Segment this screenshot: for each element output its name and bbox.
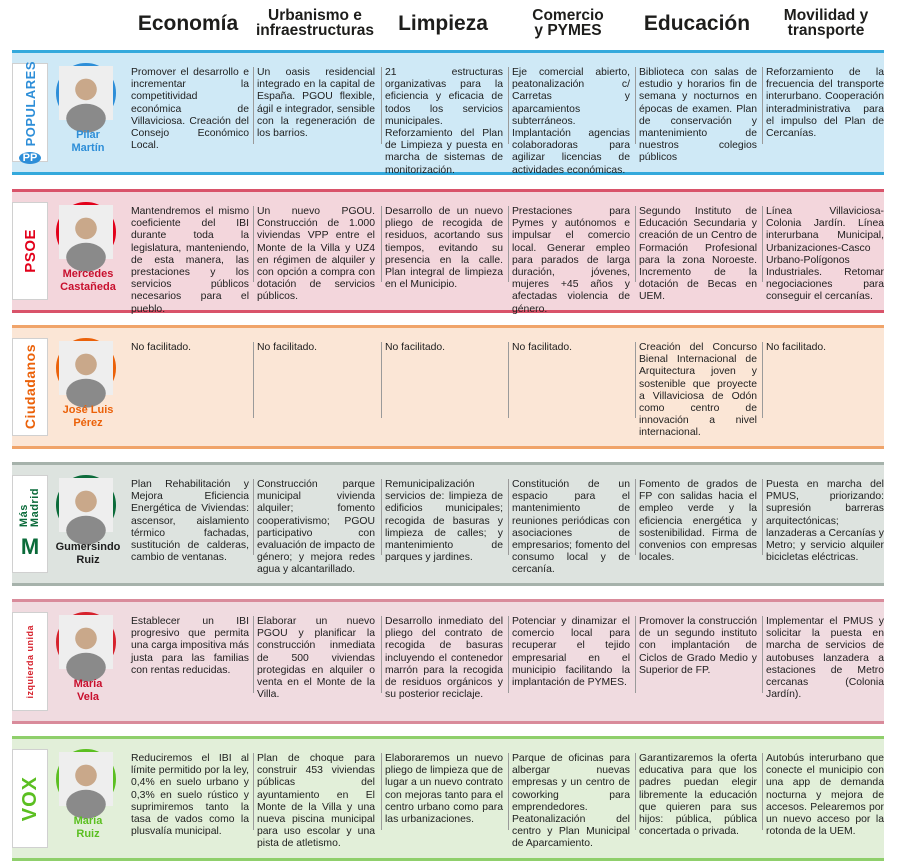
party-logo bbox=[12, 202, 48, 300]
column-divider bbox=[762, 479, 763, 555]
column-headers bbox=[0, 0, 900, 46]
column-header-comercio: Comercio y PYMES bbox=[532, 6, 604, 39]
proposal-cell: Prestaciones para Pymes y autónomos e impulsar el comercio local. Generar empleo para parados de larga duración, jóvenes, mujeres +45 años y afectadas violencia de género. bbox=[512, 206, 630, 315]
proposal-cell: Puesta en marcha del PMUS, priorizando: supresión barreras arquitectónicas; lanzaderas a Cercanías y Metro; y servicio alquiler bicicletas eléctricas. bbox=[766, 479, 884, 564]
proposal-cell: 21 estructuras organizativas para la eficiencia y eficacia de todos los servicios municipales. Reforzamiento del Plan de Limpieza y puesta en marcha de sistemas de monitorización. bbox=[385, 67, 503, 176]
party-logo-text: Más Madrid bbox=[18, 488, 41, 528]
party-logo-mark: M bbox=[20, 533, 40, 559]
proposal-cell: Construcción parque municipal vivienda alquiler; fomento cooperativismo; PGOU participativo con evaluación de impacto de género; y mejora redes agua y alcantarillado. bbox=[257, 479, 375, 576]
proposal-cell: Línea Villaviciosa-Colonia Jardín. Línea interurbana Municipal, Urbanizaciones-Casco Urbano-Polígonos Industriales. Retomar negociaciones para conseguir el cercanías. bbox=[766, 206, 884, 303]
avatar-silhouette-icon bbox=[59, 615, 113, 669]
proposal-cell: Garantizaremos la oferta educativa para que los padres puedan elegir libremente la educación que quieren para sus hijos: pública, pública concertada o privada. bbox=[639, 753, 757, 838]
column-divider bbox=[253, 753, 254, 830]
candidate-name: Pilar Martín bbox=[71, 129, 105, 154]
party-logo bbox=[12, 612, 48, 711]
candidate-name: Mercedes Castañeda bbox=[60, 268, 116, 293]
column-divider bbox=[508, 67, 509, 144]
party-row-cs bbox=[12, 325, 884, 449]
column-divider bbox=[508, 342, 509, 418]
column-divider bbox=[635, 342, 636, 418]
avatar-silhouette-icon bbox=[59, 66, 113, 120]
proposal-cell: Plan de choque para construir 453 viviendas públicas del ayuntamiento en El Monte de la Villa y una nueva piscina municipal para uso escolar y una pista de atletismo. bbox=[257, 753, 375, 850]
party-logo-text: izquierda unida bbox=[25, 624, 35, 699]
proposal-cell: Un oasis residencial integrado en la capital de España. PGOU flexible, ágil e integrador, sensible con la regeneración de los barrios. bbox=[257, 67, 375, 140]
proposal-cell: Elaborar un nuevo PGOU y planificar la construcción inmediata de 500 viviendas protegidas en alquiler o venta en el Monte de la Villa. bbox=[257, 616, 375, 701]
proposal-cell: No facilitado. bbox=[131, 342, 192, 353]
proposal-cell: Constitución de un espacio para el mantenimiento de reuniones periódicas con asociaciones de empresarios; fomento del consumo local y de cercanía. bbox=[512, 479, 630, 576]
candidate-photo bbox=[56, 202, 116, 262]
column-divider bbox=[508, 206, 509, 282]
column-divider bbox=[381, 479, 382, 555]
proposal-cell: No facilitado. bbox=[385, 342, 446, 353]
party-logo-mark: PP bbox=[19, 152, 41, 164]
proposal-cell: Elaboraremos un nuevo pliego de limpieza que de lugar a un nuevo contrato con mejoras tanto para el centro urbano como para las urbanizaciones. bbox=[385, 753, 503, 826]
proposal-cell: Desarrollo inmediato del pliego del contrato de recogida de basuras incluyendo el contenedor marrón para la recogida de residuos orgánicos y su posterior reciclaje. bbox=[385, 616, 503, 701]
party-row-pp bbox=[12, 50, 884, 175]
proposal-cell: No facilitado. bbox=[766, 342, 827, 353]
column-divider bbox=[253, 616, 254, 693]
column-divider bbox=[762, 616, 763, 693]
proposal-cell: Desarrollo de un nuevo pliego de recogida de residuos, acortando sus tiempos, evitando su presencia en la calle. Plan integral de limpieza en el Municipio. bbox=[385, 206, 503, 291]
party-logo-text: Ciudadanos bbox=[22, 344, 38, 430]
column-divider bbox=[762, 342, 763, 418]
proposal-cell: Mantendremos el mismo coeficiente del IBI durante toda la legislatura, manteniendo, de esta manera, las prestaciones y los servicios públicos necesarios para el pueblo. bbox=[131, 206, 249, 315]
candidate-name: María Vela bbox=[73, 678, 103, 703]
avatar-silhouette-icon bbox=[59, 478, 113, 532]
column-divider bbox=[381, 753, 382, 830]
proposal-cell: Establecer un IBI progresivo que permita una carga impositiva más justa para las familias con rentas reducidas. bbox=[131, 616, 249, 676]
party-logo bbox=[12, 749, 48, 848]
column-divider bbox=[253, 479, 254, 555]
column-divider bbox=[381, 342, 382, 418]
party-logo-text: PSOE bbox=[21, 229, 39, 273]
column-divider bbox=[635, 479, 636, 555]
candidate-photo bbox=[56, 338, 116, 398]
proposal-cell: Autobús interurbano que conecte el municipio con una app de demanda nocturna y mejora de accesos. Pelearemos por un nuevo acceso por la rotonda de la UEM. bbox=[766, 753, 884, 838]
column-header-economia: Economía bbox=[137, 11, 239, 35]
proposal-cell: Parque de oficinas para albergar nuevas empresas y un centro de coworking para emprendedores. Peatonalización del centro y Plan Municipal de Aparcamiento. bbox=[512, 753, 630, 850]
proposal-cell: Segundo Instituto de Educación Secundaria y creación de un Centro de Formación Profesional para la zona Noroeste. Incremento de la dotación de Becas en UEM. bbox=[639, 206, 757, 303]
column-divider bbox=[762, 206, 763, 282]
candidate-photo bbox=[56, 63, 116, 123]
party-logo-text: POPULARES bbox=[22, 60, 38, 147]
column-divider bbox=[635, 753, 636, 830]
proposal-cell: No facilitado. bbox=[257, 342, 318, 353]
proposal-cell: Eje comercial abierto, peatonalización c/ Carretas y aparcamientos subterráneos. Implantación agencias colaboradoras para agilizar licencias de actividades económicas. bbox=[512, 67, 630, 176]
proposal-cell: Creación del Concurso Bienal Internacional de Arquitectura joven y sostenible que proyecte a Villaviciosa de Odón como centro de innovación a nivel internacional. bbox=[639, 342, 757, 439]
party-logo bbox=[12, 60, 48, 165]
avatar-silhouette-icon bbox=[59, 752, 113, 806]
column-divider bbox=[508, 753, 509, 830]
candidate-photo bbox=[56, 749, 116, 809]
column-header-educacion: Educación bbox=[643, 11, 751, 35]
candidate-name: Gumersindo Ruiz bbox=[55, 541, 121, 566]
column-divider bbox=[635, 206, 636, 282]
proposal-cell: Fomento de grados de FP con salidas hacia el empleo verde y la eficiencia energética y sostenibilidad. Firma de convenios con empresas locales. bbox=[639, 479, 757, 564]
column-divider bbox=[253, 67, 254, 144]
column-header-limpieza: Limpieza bbox=[398, 11, 488, 35]
proposal-cell: Remunicipalización servicios de: limpieza de edificios municipales; recogida de basuras y limpieza de calles; y mantenimiento de parques y jardines. bbox=[385, 479, 503, 564]
avatar-silhouette-icon bbox=[59, 341, 113, 395]
column-divider bbox=[762, 67, 763, 144]
column-divider bbox=[381, 616, 382, 693]
proposal-cell: Reforzamiento de la frecuencia del transporte interurbano. Cooperación interadministrativa para el impulso del Plan de Cercanías. bbox=[766, 67, 884, 140]
column-divider bbox=[508, 479, 509, 555]
proposal-cell: Potenciar y dinamizar el comercio local para recuperar el tejido empresarial en el municipio facilitando la implantación de PYMES. bbox=[512, 616, 630, 689]
column-divider bbox=[381, 206, 382, 282]
column-divider bbox=[762, 753, 763, 830]
proposal-cell: Un nuevo PGOU. Construcción de 1.000 viviendas VPP entre el Monte de la Villa y UZ4 en régimen de alquiler y con opción a compra con dotación de servicios públicos. bbox=[257, 206, 375, 303]
column-header-movilidad: Movilidad y transporte bbox=[783, 6, 869, 39]
column-divider bbox=[635, 67, 636, 144]
column-divider bbox=[253, 342, 254, 418]
party-row-vox bbox=[12, 736, 884, 861]
party-logo bbox=[12, 338, 48, 436]
candidate-name: José Luis Pérez bbox=[62, 404, 114, 429]
party-row-iu bbox=[12, 599, 884, 724]
proposal-cell: No facilitado. bbox=[512, 342, 573, 353]
party-row-mm bbox=[12, 462, 884, 586]
proposal-cell: Implementar el PMUS y solicitar la puesta en marcha de servicios de autobuses lanzadera a estaciones de Metro cercanas (Colonia Jardín). bbox=[766, 616, 884, 701]
party-row-psoe bbox=[12, 189, 884, 313]
party-logo-text: VOX bbox=[18, 775, 41, 822]
party-logo bbox=[12, 475, 48, 573]
proposal-cell: Biblioteca con salas de estudio y horarios fin de semana y nocturnos en épocas de examen. Plan de conservación y mantenimiento de nuestros colegios públicos bbox=[639, 67, 757, 164]
column-divider bbox=[381, 67, 382, 144]
proposal-cell: Reduciremos el IBI al límite permitido por la ley, 0,4% en suelo urbano y 0,3% en suelo rústico y suprimiremos tanto la tasa de vados como la plusvalía municipal. bbox=[131, 753, 249, 838]
proposal-cell: Plan Rehabilitación y Mejora Eficiencia Energética de Viviendas: ascensor, aislamiento térmico fachadas, sustitución de calderas, cambio de ventanas. bbox=[131, 479, 249, 564]
column-divider bbox=[635, 616, 636, 693]
candidate-photo bbox=[56, 475, 116, 535]
avatar-silhouette-icon bbox=[59, 205, 113, 259]
candidate-name: María Ruiz bbox=[73, 815, 103, 840]
proposal-cell: Promover el desarrollo e incrementar la competitividad económica de Villaviciosa. Creación del Consejo Económico Local. bbox=[131, 67, 249, 152]
column-header-urbanismo: Urbanismo e infraestructuras bbox=[255, 6, 374, 39]
column-divider bbox=[253, 206, 254, 282]
column-divider bbox=[508, 616, 509, 693]
proposal-cell: Promover la construcción de un segundo instituto con implantación de Ciclos de Grado Medio y Superior de FP. bbox=[639, 616, 757, 676]
candidate-photo bbox=[56, 612, 116, 672]
